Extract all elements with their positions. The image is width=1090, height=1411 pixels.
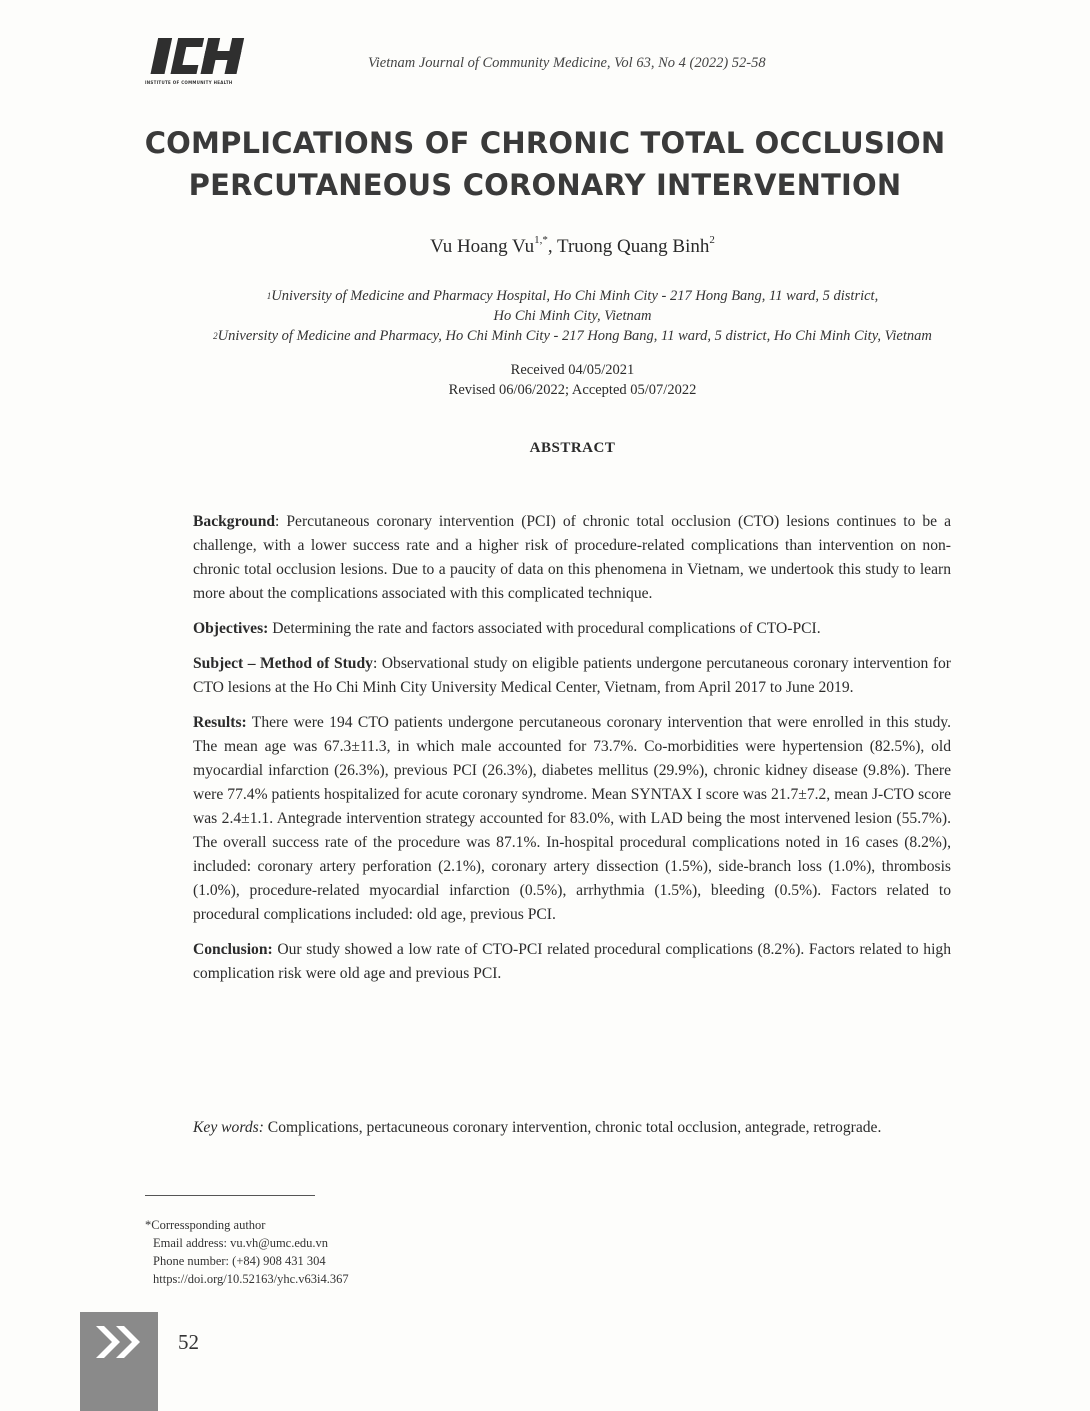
doi-link[interactable]: https://doi.org/10.52163/yhc.v63i4.367 — [153, 1272, 349, 1286]
revised-accepted-date: Revised 06/06/2022; Accepted 05/07/2022 — [448, 382, 697, 398]
background-text: : Percutaneous coronary intervention (PCI) of chronic total occlusion (CTO) lesions continues to be a challenge, with a lower success rate and a higher risk of procedure-related complications than intervention on non-chronic total occlusion lesions. Due to a paucity of data on this phenomena in Vietnam, we undertook this study to learn more about the complications associated with this complicated technique. — [193, 513, 951, 602]
journal-logo — [145, 34, 265, 92]
footnote — [145, 1216, 349, 1288]
abstract-conclusion — [193, 938, 951, 986]
logo-subtext: INSTITUTE OF COMMUNITY HEALTH — [145, 80, 233, 85]
journal-citation: Vietnam Journal of Community Medicine, Vol 63, No 4 (2022) 52-58 — [368, 55, 766, 71]
author-2-affil: 2 — [709, 234, 715, 246]
abstract-results — [193, 711, 951, 927]
received-date: Received 04/05/2021 — [510, 362, 635, 378]
author-email: Email address: vu.vh@umc.edu.vn — [153, 1236, 329, 1250]
objectives-text: Determining the rate and factors associated with procedural complications of CTO-PCI. — [268, 620, 821, 637]
affil-2-mark: 2 — [213, 331, 218, 341]
page-number: 52 — [178, 1330, 199, 1354]
affil-1-line-1: University of Medicine and Pharmacy Hospital, Ho Chi Minh City - 217 Hong Bang, 11 ward, 5 district, — [271, 288, 879, 304]
results-text: There were 194 CTO patients undergone percutaneous coronary intervention that were enrolled in this study. The mean age was 67.3±11.3, in which male accounted for 73.7%. Co-morbidities were hypertension (82.5%), old myocardial infarction (26.3%), previous PCI (26.3%), diabetes mellitus (29.9%), chronic kidney disease (9.8%). There were 77.4% patients hospitalized for acute coronary syndrome. Mean SYNTAX I score was 21.7±7.2, mean J-CTO score was 2.4±1.1. Antegrade intervention strategy accounted for 83.0%, with LAD being the most intervened lesion (55.7%). The overall success rate of the procedure was 87.1%. In-hospital procedural complications noted in 16 cases (8.2%), included: coronary artery perforation (2.1%), coronary artery dissection (1.5%), side-branch loss (1.0%), thrombosis (1.0%), procedure-related myocardial infarction (0.5%), arrhythmia (1.5%), bleeding (0.5%). Factors related to procedural complications included: old age, previous PCI. — [193, 714, 951, 923]
keywords-text: Complications, pertacuneous coronary intervention, chronic total occlusion, antegrade, retrograde. — [263, 1119, 882, 1136]
abstract-background — [193, 510, 951, 606]
results-label: Results: — [193, 714, 247, 731]
abstract-method — [193, 652, 951, 700]
keywords — [193, 1116, 951, 1140]
author-2-name: Truong Quang Binh — [557, 236, 710, 257]
corresponding-author-label: *Corressponding author — [145, 1218, 266, 1232]
conclusion-label: Conclusion: — [193, 941, 273, 958]
method-label: Subject – Method of Study — [193, 655, 373, 672]
affil-1-line-2: Ho Chi Minh City, Vietnam — [493, 308, 652, 324]
article-title — [0, 122, 1090, 206]
abstract-heading: ABSTRACT — [529, 440, 616, 456]
author-1-affil: 1,* — [534, 234, 548, 246]
method-text: : Observational study on eligible patients undergone percutaneous coronary intervention for CTO lesions at the Ho Chi Minh City University Medical Center, Vietnam, from April 2017 to June 2019. — [193, 655, 951, 696]
page-tab — [80, 1312, 158, 1411]
affil-1-mark: 1 — [266, 291, 272, 301]
double-chevron-icon — [92, 1322, 148, 1362]
abstract-objectives — [193, 617, 951, 641]
objectives-label: Objectives: — [193, 620, 269, 637]
author-1-name: Vu Hoang Vu — [430, 236, 535, 257]
author-separator: , — [547, 236, 558, 257]
abstract-body — [193, 510, 951, 997]
article-dates — [0, 360, 1090, 400]
keywords-label: Key words: — [193, 1119, 264, 1136]
affil-2-line-1: University of Medicine and Pharmacy, Ho Chi Minh City - 217 Hong Bang, 11 ward, 5 district, Ho Chi Minh City, Vietnam — [217, 328, 932, 344]
background-label: Background — [193, 513, 276, 530]
title-line-2: PERCUTANEOUS CORONARY INTERVENTION — [188, 168, 902, 202]
footnote-divider — [145, 1195, 315, 1196]
author-phone: Phone number: (+84) 908 431 304 — [153, 1254, 326, 1268]
title-line-1: COMPLICATIONS OF CHRONIC TOTAL OCCLUSION — [144, 126, 946, 160]
conclusion-text: Our study showed a low rate of CTO-PCI related procedural complications (8.2%). Factors related to high complication risk were old age and previous PCI. — [193, 941, 951, 982]
authors — [0, 236, 1090, 258]
affiliations — [0, 286, 1090, 346]
